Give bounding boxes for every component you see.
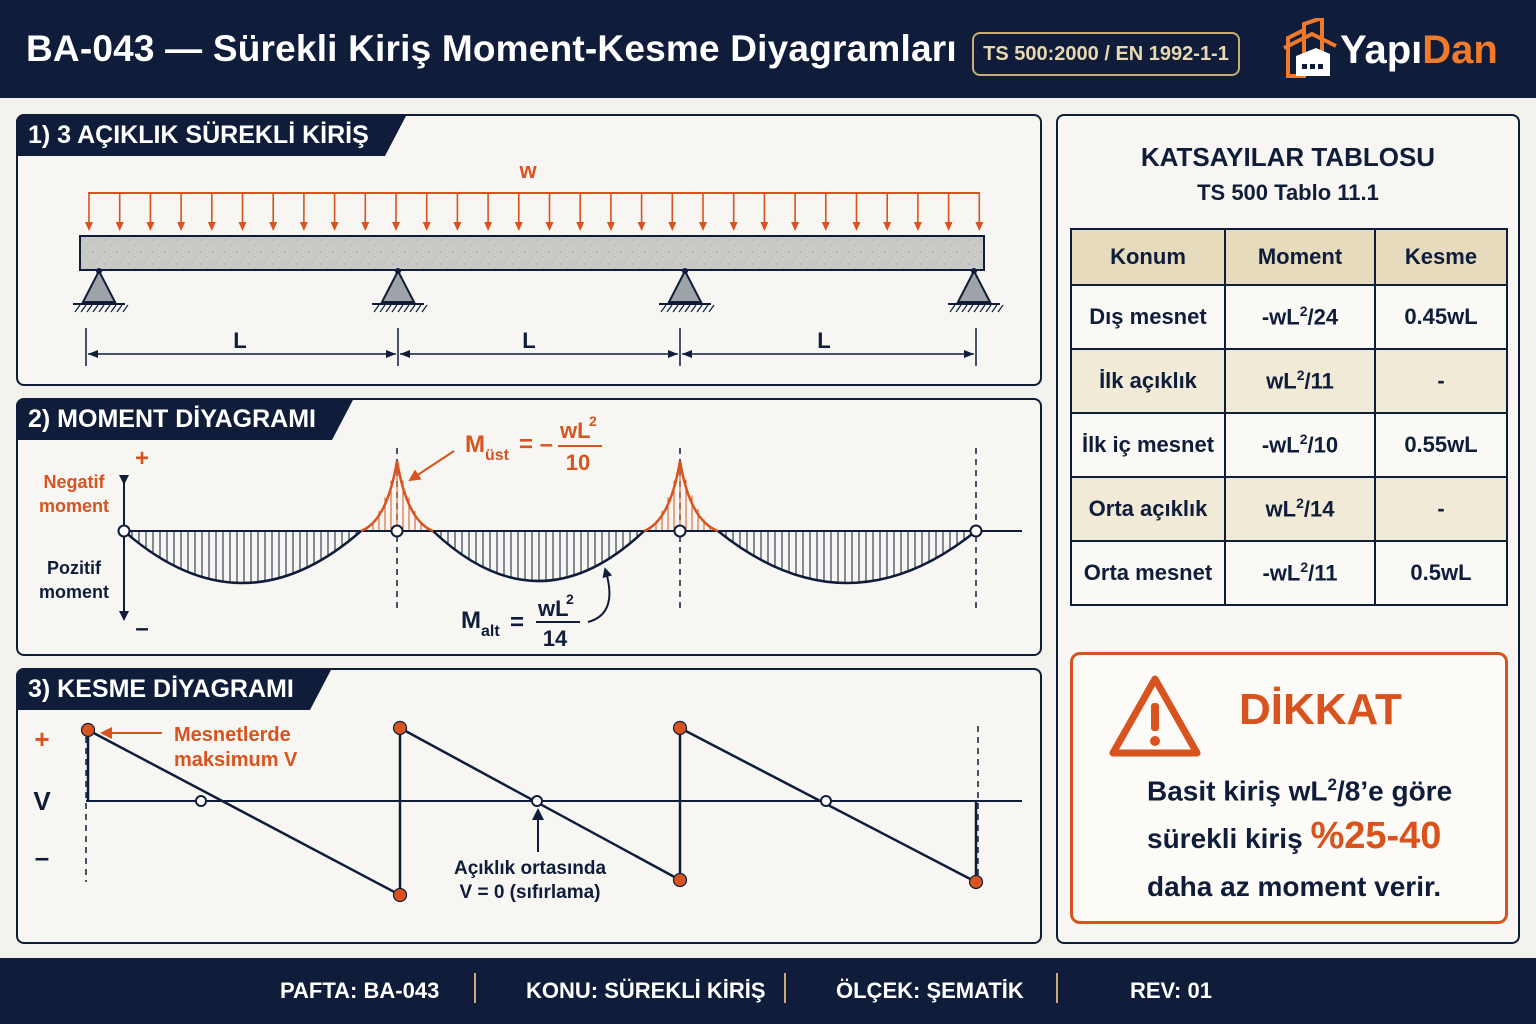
moment-coefficient: -wL <box>1261 432 1300 458</box>
load-arrowhead <box>638 222 646 231</box>
moment-exponent: 2 <box>1296 367 1305 384</box>
moment-minus-sign: – <box>135 615 149 642</box>
support-hatch <box>99 305 104 312</box>
support-hatch <box>691 305 696 312</box>
load-arrowhead <box>361 222 369 231</box>
warning-box <box>1070 652 1508 924</box>
zero-shear-node <box>532 796 542 806</box>
span-label-2: L <box>522 328 536 353</box>
beam-panel-title: 1) 3 AÇIKLIK SÜREKLİ KİRİŞ <box>16 114 385 156</box>
coefficients-panel <box>1056 114 1520 944</box>
load-arrowhead <box>208 222 216 231</box>
load-arrowhead <box>791 222 799 231</box>
m-top-arrow <box>410 451 454 480</box>
load-label: w <box>519 158 537 183</box>
dimension-arrow <box>668 350 678 358</box>
page-title: BA-043 — Sürekli Kiriş Moment-Kesme Diyagramları <box>26 28 957 69</box>
moment-divisor: /11 <box>1304 368 1334 394</box>
load-arrowhead <box>945 222 953 231</box>
positive-moment-curve <box>718 531 976 583</box>
load-arrowhead <box>668 222 676 231</box>
max-shear-node <box>394 889 407 902</box>
warning-line-1-suffix: /8’e göre <box>1336 775 1453 807</box>
support-hatch <box>950 305 955 312</box>
cell-moment <box>1225 541 1375 605</box>
m-bottom-denominator: 14 <box>542 626 568 651</box>
cell-kesme: - <box>1375 349 1507 413</box>
support-hatch <box>111 305 116 312</box>
header-bar <box>0 0 1536 98</box>
shear-panel-title: 3) KESME DİYAGRAMI <box>16 668 310 710</box>
m-top-symbol: M <box>465 431 485 458</box>
load-arrowhead <box>269 222 277 231</box>
warning-highlight: %25-40 <box>1310 815 1442 857</box>
zero-shear-label-2: V = 0 (sıfırlama) <box>459 882 601 903</box>
support-hatch <box>117 305 122 312</box>
negative-moment-label-2: moment <box>38 496 110 516</box>
cell-kesme: - <box>1375 477 1507 541</box>
footer-divider <box>474 973 476 1003</box>
header-konum: Konum <box>1071 229 1225 285</box>
load-arrowhead <box>975 222 983 231</box>
max-shear-node <box>394 722 407 735</box>
standard-badge: TS 500:2000 / EN 1992-1-1 <box>972 32 1240 76</box>
negative-moment-curve <box>644 461 718 531</box>
support-hatch <box>673 305 678 312</box>
moment-coefficient: -wL <box>1261 304 1300 330</box>
logo-text <box>1340 28 1498 73</box>
logo-text-part2: Dan <box>1422 28 1498 72</box>
support-pin <box>96 268 102 274</box>
m-bottom-symbol: M <box>461 607 481 634</box>
m-bottom-subscript: alt <box>481 623 500 640</box>
support-hatch <box>386 305 391 312</box>
m-bottom-arrow <box>588 572 609 622</box>
max-shear-node <box>970 876 983 889</box>
table-subtitle: TS 500 Tablo 11.1 <box>1197 180 1379 205</box>
moment-panel-title: 2) MOMENT DİYAGRAMI <box>16 398 332 440</box>
load-arrowhead <box>85 222 93 231</box>
support-hatch <box>962 305 967 312</box>
support-hatch <box>404 305 409 312</box>
cell-kesme: 0.45wL <box>1375 285 1507 349</box>
support-hatch <box>992 305 997 312</box>
footer-divider <box>784 973 786 1003</box>
max-shear-label-2: maksimum V <box>174 749 298 771</box>
moment-exponent: 2 <box>1299 431 1308 448</box>
beam-body <box>80 236 984 270</box>
load-arrowhead <box>116 222 124 231</box>
moment-divisor: /11 <box>1308 560 1338 586</box>
support-hatch <box>422 305 427 312</box>
moment-exponent: 2 <box>1296 495 1304 512</box>
moment-coefficient: wL <box>1265 496 1297 522</box>
footer-divider <box>1056 973 1058 1003</box>
cell-moment <box>1225 349 1375 413</box>
m-top-equals: = – <box>519 431 554 458</box>
header-kesme: Kesme <box>1375 229 1507 285</box>
support-hatch <box>679 305 684 312</box>
load-arrowhead <box>730 222 738 231</box>
positive-moment-label-2: moment <box>38 582 110 602</box>
load-arrowhead <box>177 222 185 231</box>
load-arrowhead <box>423 222 431 231</box>
support-hatch <box>75 305 80 312</box>
beam-diagram <box>18 116 1040 384</box>
moment-hatch <box>132 461 971 583</box>
support-hatch <box>661 305 666 312</box>
support-hatch <box>667 305 672 312</box>
cell-konum: Orta açıklık <box>1071 477 1225 541</box>
support-hatch <box>87 305 92 312</box>
footer-bar <box>0 958 1536 1024</box>
m-top-exponent: 2 <box>589 413 597 429</box>
shear-diagram <box>18 670 1040 942</box>
load-arrowhead <box>914 222 922 231</box>
max-shear-node <box>674 722 687 735</box>
zero-shear-node <box>196 796 206 806</box>
footer-revision: REV: 01 <box>1130 978 1212 1003</box>
max-shear-node <box>82 724 95 737</box>
support-hatch <box>986 305 991 312</box>
warning-line-1-exponent: 2 <box>1327 775 1337 794</box>
moment-divisor: /24 <box>1307 304 1339 330</box>
supports <box>73 268 1003 312</box>
load-arrowhead <box>883 222 891 231</box>
dimension-arrow <box>88 350 98 358</box>
moment-panel <box>16 398 1042 656</box>
max-shear-node <box>674 874 687 887</box>
load-arrowhead <box>484 222 492 231</box>
moment-divisor: /14 <box>1303 496 1335 522</box>
span-label-3: L <box>817 328 831 353</box>
moment-exponent: 2 <box>1300 559 1309 576</box>
cell-konum: İlk açıklık <box>1071 349 1225 413</box>
building-logo-icon <box>1282 18 1338 80</box>
m-top-denominator: 10 <box>565 450 591 475</box>
table-row <box>1071 285 1507 349</box>
dimension-arrow <box>400 350 410 358</box>
warning-line-3: daha az moment verir. <box>1147 871 1442 902</box>
warning-line-1 <box>1147 775 1452 807</box>
moment-divisor: /10 <box>1307 432 1339 458</box>
support-hatch <box>81 305 86 312</box>
load-arrowhead <box>576 222 584 231</box>
support-hatch <box>709 305 714 312</box>
support-hatch <box>703 305 708 312</box>
logo-text-part1: Yapı <box>1340 28 1423 72</box>
moment-node <box>392 526 403 537</box>
moment-node <box>971 526 982 537</box>
support-triangle <box>958 271 990 302</box>
m-top-subscript: üst <box>485 447 509 464</box>
span-label-1: L <box>233 328 247 353</box>
moment-exponent: 2 <box>1299 303 1308 320</box>
m-top-numerator: wL <box>560 418 591 443</box>
load-arrowhead <box>239 222 247 231</box>
load-arrowhead <box>760 222 768 231</box>
support-pin <box>395 268 401 274</box>
m-bottom-numerator: wL <box>538 596 569 621</box>
load-arrowhead <box>699 222 707 231</box>
positive-moment-label-1: Pozitif <box>47 558 101 578</box>
support-hatch <box>380 305 385 312</box>
negative-moment-label-1: Negatif <box>43 472 105 492</box>
zero-shear-label-1: Açıklık ortasında <box>453 858 607 879</box>
warning-line-2 <box>1147 815 1441 858</box>
support-triangle <box>669 271 701 302</box>
support-pin <box>971 268 977 274</box>
support-hatch <box>998 305 1003 312</box>
header-moment: Moment <box>1225 229 1375 285</box>
support-hatch <box>123 305 128 312</box>
moment-node <box>675 526 686 537</box>
support-triangle <box>382 271 414 302</box>
m-bottom-exponent: 2 <box>566 591 574 607</box>
load-arrowhead <box>546 222 554 231</box>
table-row <box>1071 477 1507 541</box>
dimension-arrow <box>964 350 974 358</box>
support-pin <box>682 268 688 274</box>
load-arrowhead <box>453 222 461 231</box>
max-shear-label-1: Mesnetlerde <box>174 724 291 746</box>
load-arrowhead <box>822 222 830 231</box>
coefficients-table <box>1070 228 1508 606</box>
m-bottom-equals: = <box>510 609 525 636</box>
warning-icon <box>1107 673 1203 759</box>
cell-kesme: 0.55wL <box>1375 413 1507 477</box>
load-arrowhead <box>607 222 615 231</box>
support-hatch <box>392 305 397 312</box>
footer-topic: KONU: SÜREKLİ KİRİŞ <box>526 978 766 1003</box>
warning-title: DİKKAT <box>1239 685 1402 734</box>
load-arrowhead <box>300 222 308 231</box>
support-hatch <box>398 305 403 312</box>
cell-konum: Dış mesnet <box>1071 285 1225 349</box>
support-hatch <box>374 305 379 312</box>
cell-konum: Orta mesnet <box>1071 541 1225 605</box>
moment-coefficient: -wL <box>1262 560 1301 586</box>
shear-plus-sign: + <box>34 724 50 754</box>
cell-moment <box>1225 477 1375 541</box>
beam-panel <box>16 114 1042 386</box>
support-triangle <box>83 271 115 302</box>
load-arrowhead <box>392 222 400 231</box>
table-row <box>1071 413 1507 477</box>
support-hatch <box>416 305 421 312</box>
load-arrowhead <box>853 222 861 231</box>
load-arrowhead <box>331 222 339 231</box>
warning-line-2-text: sürekli kiriş <box>1147 823 1303 854</box>
cell-moment <box>1225 413 1375 477</box>
support-hatch <box>980 305 985 312</box>
support-hatch <box>105 305 110 312</box>
shear-panel <box>16 668 1042 944</box>
moment-curves <box>124 461 976 583</box>
cell-kesme: 0.5wL <box>1375 541 1507 605</box>
shear-minus-sign: – <box>34 842 50 872</box>
footer-scale: ÖLÇEK: ŞEMATİK <box>836 978 1024 1003</box>
support-hatch <box>697 305 702 312</box>
load-arrowhead <box>146 222 154 231</box>
support-hatch <box>410 305 415 312</box>
warning-line-1-text: Basit kiriş wL <box>1147 775 1328 807</box>
table-header-row <box>1071 229 1507 285</box>
moment-diagram <box>18 400 1040 654</box>
table-title: KATSAYILAR TABLOSU <box>1140 142 1436 172</box>
load-arrowhead <box>515 222 523 231</box>
moment-plus-sign: + <box>134 445 150 472</box>
support-hatch <box>93 305 98 312</box>
zero-shear-node <box>821 796 831 806</box>
table-row <box>1071 541 1507 605</box>
dimension-arrow <box>682 350 692 358</box>
support-hatch <box>685 305 690 312</box>
company-logo <box>1282 18 1522 80</box>
moment-coefficient: wL <box>1266 368 1297 394</box>
support-hatch <box>968 305 973 312</box>
footer-sheet: PAFTA: BA-043 <box>280 978 440 1003</box>
support-hatch <box>974 305 979 312</box>
cell-moment <box>1225 285 1375 349</box>
cell-konum: İlk iç mesnet <box>1071 413 1225 477</box>
shear-axis-label: V <box>33 786 51 816</box>
support-hatch <box>956 305 961 312</box>
table-row <box>1071 349 1507 413</box>
moment-node <box>119 526 130 537</box>
load-arrows <box>85 194 983 231</box>
dimension-arrow <box>386 350 396 358</box>
